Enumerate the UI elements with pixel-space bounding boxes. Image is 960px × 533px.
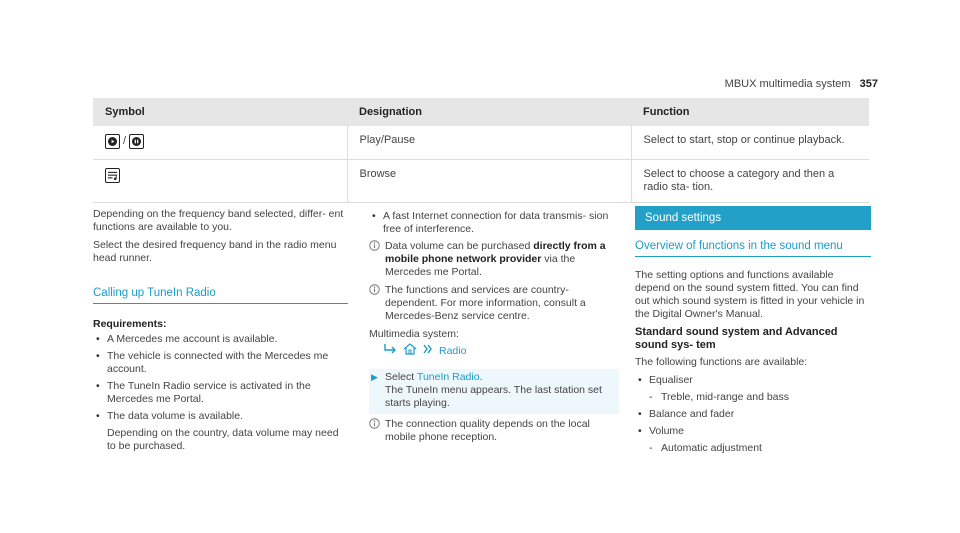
column-left xyxy=(93,208,348,453)
paragraph: The following functions are available: xyxy=(635,356,808,368)
symbol-table xyxy=(93,98,869,203)
play-icon xyxy=(105,134,120,149)
page-number: 357 xyxy=(859,78,878,90)
info-icon xyxy=(369,418,380,433)
note-text: via the Mercedes me Portal. xyxy=(385,253,576,278)
section-link-sound-menu[interactable]: Overview of functions in the sound menu xyxy=(635,240,871,257)
list-item: • A fast Internet connection for data transmis- sion free of interference. xyxy=(369,210,619,236)
note-text: The connection quality depends on the local mobile phone reception. xyxy=(385,418,590,443)
list-item: • Balance and fader xyxy=(635,408,871,421)
subheading: Standard sound system and Advanced sound sys- tem xyxy=(635,326,838,351)
browse-icon xyxy=(105,168,120,183)
list-item: • The vehicle is connected with the Mercedes me account. xyxy=(93,350,348,376)
col-header-function: Function xyxy=(631,98,869,126)
requirement-note: Depending on the country, data volume may need to be purchased. xyxy=(107,427,339,452)
table-row xyxy=(93,126,869,160)
info-icon xyxy=(369,240,380,255)
step-result: The TuneIn menu appears. The last station set starts playing. xyxy=(385,384,602,409)
note-text: The functions and services are country- dependent. For more information, consult a Mercedes-Benz service centre. xyxy=(385,284,586,322)
section-banner: Sound settings xyxy=(635,206,871,230)
sub-item: - Treble, mid-range and bass xyxy=(635,391,871,404)
multimedia-label: Multimedia system: xyxy=(369,328,459,340)
requirements-list xyxy=(93,333,348,423)
functions-list xyxy=(635,374,871,455)
info-note xyxy=(369,418,619,444)
symbol-cell xyxy=(93,160,347,203)
path-arrow-icon xyxy=(383,344,397,358)
slash-separator: / xyxy=(123,135,127,147)
list-item: • Equaliser xyxy=(635,374,871,387)
paragraph: The setting options and functions available depend on the sound system fitted. You can find out which sound system is fitted in your vehicle in the Digital Owner's Manual. xyxy=(635,269,865,320)
instruction-step xyxy=(369,369,619,414)
sub-item: - Automatic adjustment xyxy=(635,442,871,455)
section-link-tunein[interactable]: Calling up TuneIn Radio xyxy=(93,287,348,304)
header-title: MBUX multimedia system xyxy=(724,78,851,90)
pause-icon xyxy=(129,134,144,149)
step-text: Select xyxy=(385,371,417,383)
tunein-radio-link[interactable]: TuneIn Radio xyxy=(416,371,480,383)
column-middle xyxy=(369,208,619,449)
list-item: • Volume xyxy=(635,425,871,438)
info-note xyxy=(369,240,619,279)
note-bold-text: directly from a mobile phone network provider xyxy=(385,240,606,265)
page-header xyxy=(725,78,878,90)
symbol-cell xyxy=(93,126,347,160)
paragraph: Depending on the frequency band selected, differ- ent functions are available to you. xyxy=(93,208,344,233)
list-item: • The TuneIn Radio service is activated in the Mercedes me Portal. xyxy=(93,380,348,406)
home-icon xyxy=(403,343,417,359)
col-header-symbol: Symbol xyxy=(93,98,347,126)
paragraph: Select the desired frequency band in the radio menu head runner. xyxy=(93,239,337,264)
table-row xyxy=(93,160,869,203)
col-header-designation: Designation xyxy=(347,98,631,126)
step-arrow-icon: ▶ xyxy=(371,372,378,382)
list-item: • The data volume is available. xyxy=(93,410,348,423)
double-chevron-icon xyxy=(423,344,433,358)
designation-cell: Play/Pause xyxy=(347,126,631,160)
info-note xyxy=(369,284,619,323)
function-cell: Select to choose a category and then a radio sta- tion. xyxy=(631,160,869,203)
designation-cell: Browse xyxy=(347,160,631,203)
path-radio[interactable]: Radio xyxy=(439,344,467,357)
step-text: . xyxy=(479,371,483,383)
menu-path xyxy=(383,343,619,359)
info-icon xyxy=(369,284,380,299)
requirements-list-cont xyxy=(369,210,619,236)
note-text: Data volume can be purchased xyxy=(385,240,534,252)
list-item: • A Mercedes me account is available. xyxy=(93,333,348,346)
function-cell: Select to start, stop or continue playback. xyxy=(631,126,869,160)
requirements-label: Requirements: xyxy=(93,318,167,330)
column-right xyxy=(635,206,871,459)
